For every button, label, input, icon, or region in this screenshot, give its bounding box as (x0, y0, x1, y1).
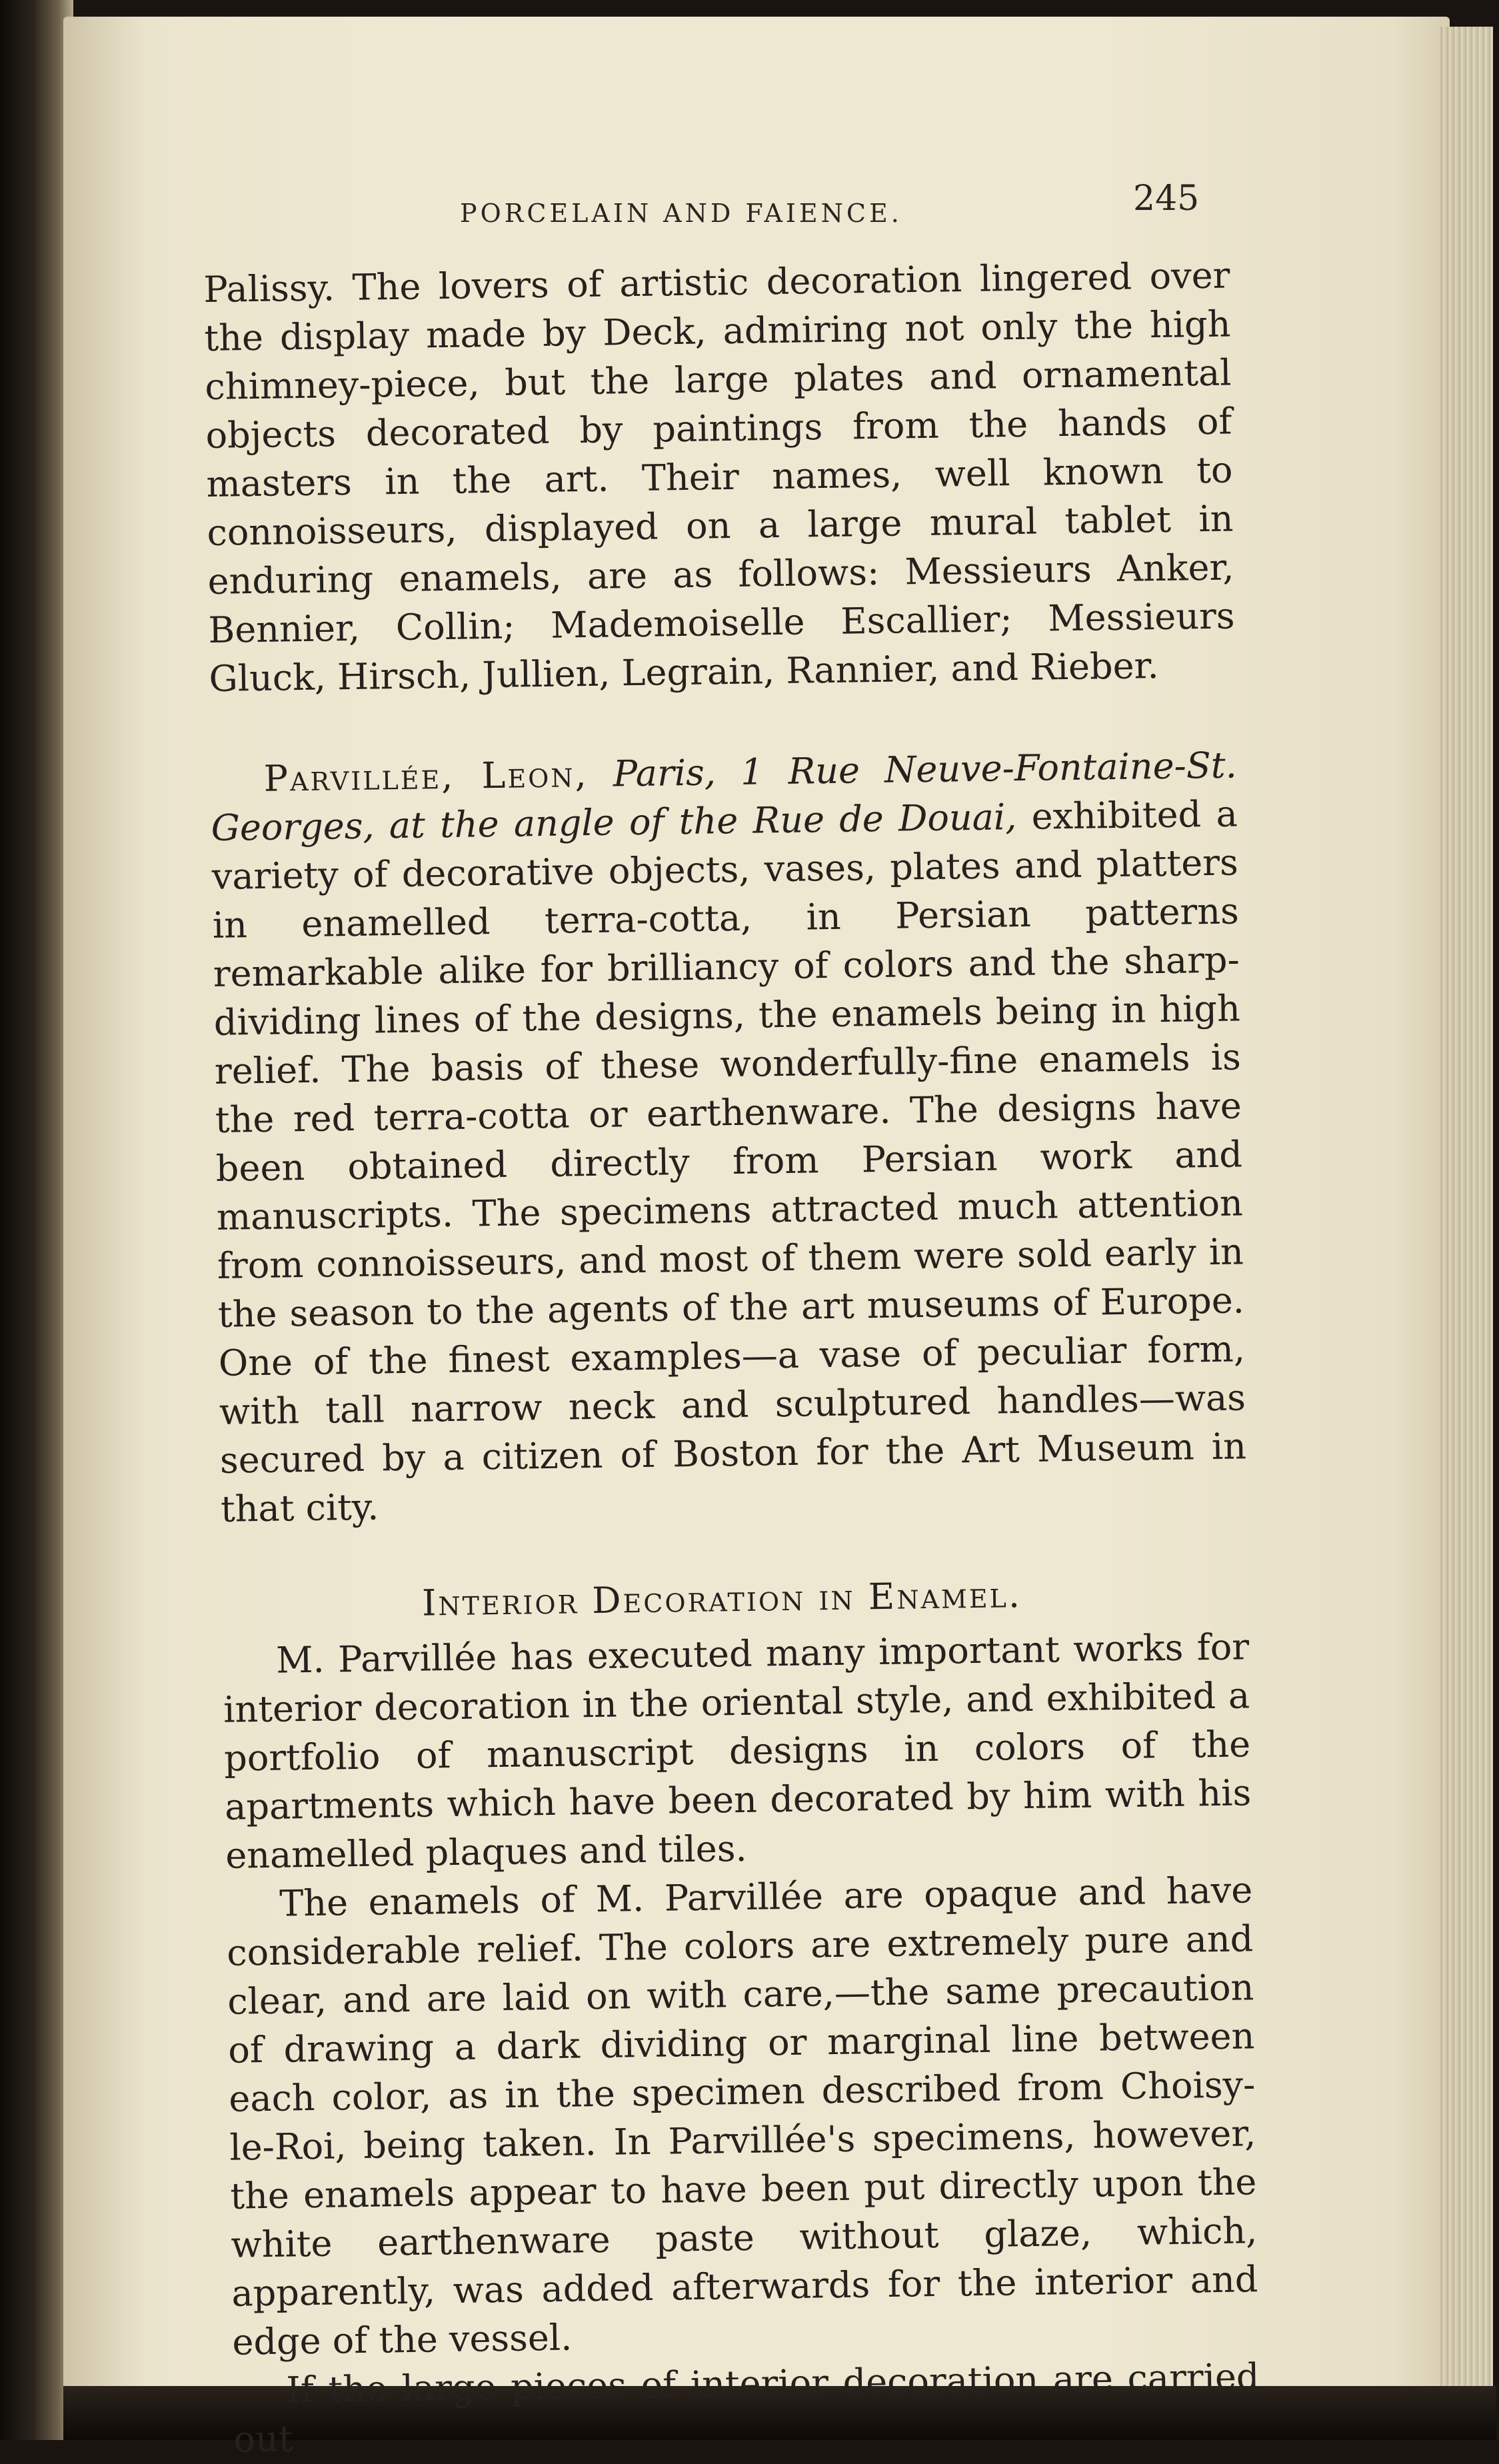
page-edges (1440, 27, 1493, 2426)
paragraph-interior-decoration: M. Parvillée has executed many important works for interior decoration in the oriental style, and exhibited a portfolio of manuscript designs in colors of the apartments which have been decorated by him with his enamelled plaques and tiles. (223, 1626, 1252, 1877)
page-number: 245 (1133, 179, 1200, 219)
page-body (203, 251, 1260, 2463)
exhibitor-description: exhibited a variety of decorative objects, vases, plates and platters in enamelled terra-cotta, in Persian patterns remarkable alike for brilliancy of colors and the sharp-dividing lines of the designs, the enamels being in high relief. The basis of these wonderfully-fine enamels is the red terra-cotta or earthenware. The designs have been obtained directly from Persian work and manuscripts. The specimens attracted much attention from connoisseurs, and most of them were sold early in the season to the agents of the art museums of Europe. One of the finest examples—a vase of peculiar form, with tall narrow neck and sculptured handles—was secured by a citizen of Boston for the Art Museum in that city. (211, 792, 1247, 1530)
page-header (460, 167, 1200, 240)
paragraph-large-pieces: If the large pieces of interior decoration are carried out (233, 2355, 1260, 2461)
scan-edge-left (0, 0, 73, 2440)
exhibitor-address: Paris, 1 Rue Neuve-Fontaine-St. Georges, at the angle of the Rue de Douai, (211, 744, 1238, 849)
paragraph-palissy: Palissy. The lovers of artistic decoration lingered over the display made by Deck, admiring not only the high chimney-piece, but the large plates and ornamental objects decorated by paintings from the hands of masters in the art. Their names, well known to connoisseurs, displayed on a large mural tablet in enduring enamels, are as follows: Messieurs Anker, Bennier, Collin; Mademoiselle Escallier; Messieurs Gluck, Hirsch, Jullien, Legrain, Rannier, and Rieber. (203, 254, 1235, 700)
exhibitor-name: Parvillée, Leon, (263, 753, 589, 800)
paragraph-enamels: The enamels of M. Parvillée are opaque and have considerable relief. The colors are extremely pure and clear, and are laid on with care,—the same precaution of drawing a dark dividing or marginal line between each color, as in the specimen described from Choisy-le-Roi, being taken. In Parvillée's specimens, however, the enamels appear to have been put directly upon the white earthenware paste without glaze, which, apparently, was added afterwards for the interior and edge of the vessel. (226, 1869, 1258, 2363)
running-title: PORCELAIN AND FAIENCE. (460, 199, 902, 228)
paragraph-parvillee-entry (210, 740, 1247, 1533)
section-heading: Interior Decoration in Enamel. (421, 1574, 1022, 1624)
